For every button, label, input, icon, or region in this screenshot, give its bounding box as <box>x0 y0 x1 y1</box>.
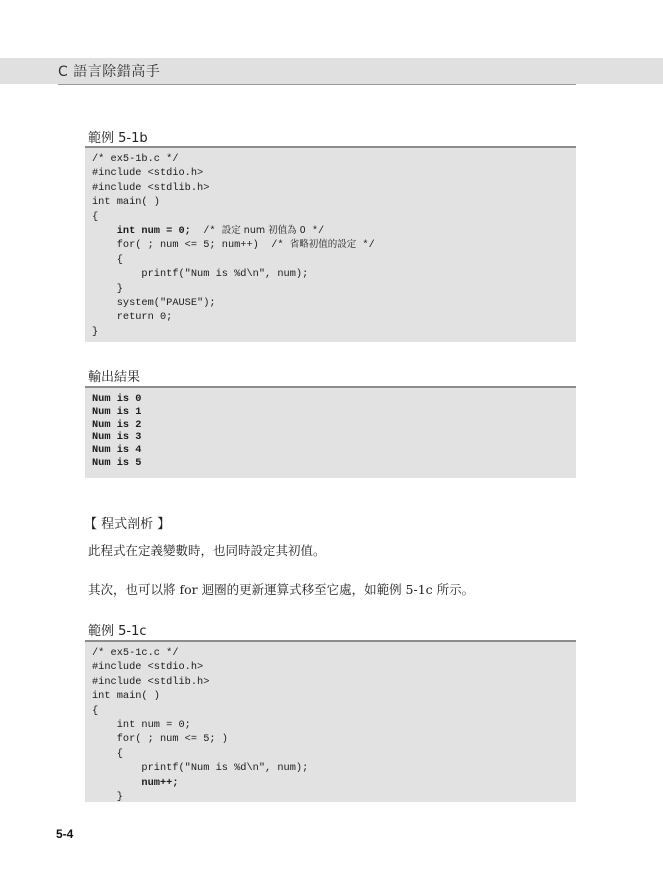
code-line-increment: num++; <box>92 776 179 789</box>
analysis-heading: 【 程式剖析 】 <box>84 517 171 532</box>
output-line: Num is 3 <box>92 431 142 444</box>
code-line: } <box>92 790 123 803</box>
code-line: for( ; num <= 5; ) <box>92 733 228 746</box>
code-line: printf("Num is %d\n", num); <box>92 762 309 775</box>
code-line: #include <stdlib.h> <box>92 181 210 194</box>
code-line: return 0; <box>92 311 173 324</box>
code-block-5-1b <box>85 146 576 342</box>
code-line: } <box>92 325 99 338</box>
code-line: } <box>92 282 123 295</box>
code-line: printf("Num is %d\n", num); <box>92 268 309 281</box>
code-line: { <box>92 210 99 223</box>
code-line: { <box>92 704 99 717</box>
code-comment-text: 省略初值的設定 <box>289 239 357 251</box>
code-line: #include <stdio.h> <box>92 167 204 180</box>
page-number: 5-4 <box>56 827 74 841</box>
running-header-title: C 語言除錯高手 <box>58 64 161 80</box>
code-line: #include <stdlib.h> <box>92 675 210 688</box>
code-comment-text: 設定 num 初值為 0 <box>221 224 306 236</box>
code-comment-open: /* <box>190 224 222 237</box>
output-label: 輸出結果 <box>88 370 141 385</box>
code-block-5-1c <box>85 640 576 802</box>
output-line: Num is 2 <box>92 418 142 431</box>
code-bold-text: int num = 0; <box>92 224 191 237</box>
analysis-paragraph-2: 其次，也可以將 for 迴圈的更新運算式移至它處，如範例 5-1c 所示。 <box>88 582 475 597</box>
output-block <box>85 386 576 478</box>
code-text: for( ; num <= 5; num++) /* <box>92 239 290 252</box>
output-line: Num is 0 <box>92 393 142 405</box>
analysis-paragraph-1: 此程式在定義變數時，也同時設定其初值。 <box>88 543 326 558</box>
code-line: /* ex5-1b.c */ <box>92 153 179 165</box>
code-line: int main( ) <box>92 196 160 209</box>
output-line: Num is 1 <box>92 405 142 418</box>
code-line: int main( ) <box>92 690 160 703</box>
example-5-1b-label: 範例 5-1b <box>88 131 148 146</box>
code-line: { <box>92 253 123 266</box>
output-line: Num is 4 <box>92 444 142 457</box>
code-line-for <box>92 238 576 252</box>
code-comment-close: */ <box>356 239 375 252</box>
code-line-init <box>92 224 576 238</box>
code-line: #include <stdio.h> <box>92 661 204 674</box>
header-rule <box>58 84 576 85</box>
code-line: system("PAUSE"); <box>92 296 216 309</box>
code-line: int num = 0; <box>92 718 191 731</box>
code-line: { <box>92 747 123 760</box>
code-comment-close: */ <box>305 224 325 237</box>
code-line: /* ex5-1c.c */ <box>92 647 179 659</box>
example-5-1c-label: 範例 5-1c <box>88 624 147 639</box>
output-line: Num is 5 <box>92 456 142 469</box>
